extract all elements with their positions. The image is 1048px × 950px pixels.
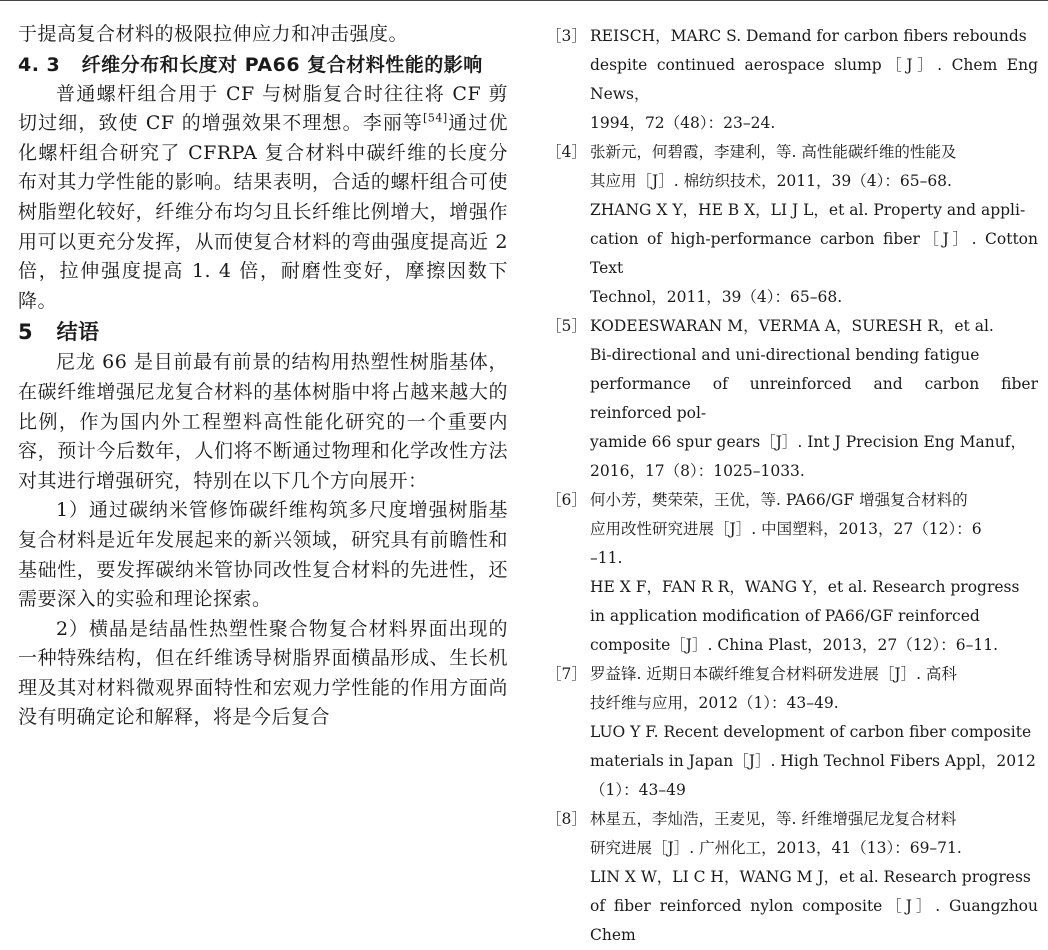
reference-line: 研究进展［J］. 广州化工，2013，41（13）：69–71. — [590, 839, 962, 857]
reference-number: ［8］ — [546, 810, 587, 828]
reference-body — [590, 312, 1038, 486]
reference-number: ［7］ — [546, 665, 587, 683]
reference-line: 2016，17（8）：1025–1033. — [590, 462, 805, 480]
reference-line: KODEESWARAN M，VERMA A，SURESH R，et al. — [590, 317, 994, 335]
reference-line: –11. — [590, 549, 623, 567]
citation: [54] — [423, 111, 448, 125]
reference-line: 应用改性研究进展［J］. 中国塑料，2013，27（12）：6 — [590, 520, 982, 538]
reference-item — [546, 22, 1038, 138]
reference-line: LUO Y F. Recent development of carbon fiber composite — [590, 723, 1032, 741]
reference-line: performance of unreinforced and carbon fiber reinforced pol- — [590, 375, 1038, 422]
reference-line: ZHANG X Y，HE B X，LI J L，et al. Property and appli- — [590, 201, 1026, 219]
reference-number: ［3］ — [546, 27, 587, 45]
reference-item — [546, 138, 1038, 312]
reference-line: REISCH，MARC S. Demand for carbon fibers rebounds — [590, 27, 1027, 45]
reference-line: Bi-directional and uni-directional bending fatigue — [590, 346, 980, 364]
reference-body — [590, 138, 1038, 312]
reference-number: ［6］ — [546, 491, 587, 509]
paragraph-item-1: 1）通过碳纳米管修饰碳纤维构筑多尺度增强树脂基复合材料是近年发展起来的新兴领域，研究具有前瞻性和基础性，要发挥碳纳米管协同改性复合材料的先进性，还需要深入的实验和理论探索。 — [18, 499, 508, 611]
reference-line: 技纤维与应用，2012（1）：43–49. — [590, 694, 839, 712]
reference-list — [546, 22, 1038, 950]
reference-line: 罗益锋. 近期日本碳纤维复合材料研发进展［J］. 高科 — [590, 665, 957, 683]
reference-line: Technol，2011，39（4）：65–68. — [590, 288, 843, 306]
section-title: 纤维分布和长度对 PA66 复合材料性能的影响 — [81, 53, 483, 76]
section-number: 5 — [18, 320, 34, 345]
reference-item — [546, 660, 1038, 805]
top-rule — [0, 0, 1048, 1]
paragraph-item-2: 2）横晶是结晶性热塑性聚合物复合材料界面出现的一种特殊结构，但在纤维诱导树脂界面横晶形成、生长机理及其对材料微观界面特性和宏观力学性能的作用方面尚没有明确定论和解释，将是今后复合 — [18, 617, 508, 729]
reference-line: （1）：43–49 — [590, 781, 686, 799]
paragraph-conclusion: 尼龙 66 是目前最有前景的结构用热塑性树脂基体，在碳纤维增强尼龙复合材料的基体树脂中将占越来越大的比例，作为国内外工程塑料高性能化研究的一个重要内容，预计今后数年，人们将不断通过物理和化学改性方法对其进行增强研究，特别在以下几个方向展开： — [18, 351, 508, 492]
section-heading-5 — [18, 316, 508, 348]
paragraph-continuation: 于提高复合材料的极限拉伸应力和冲击强度。 — [18, 23, 409, 45]
reference-line: LIN X W，LI C H，WANG M J，et al. Research progress — [590, 868, 1031, 886]
reference-line: HE X F，FAN R R，WANG Y，et al. Research progress — [590, 578, 1020, 596]
reference-line: materials in Japan［J］. High Technol Fibers Appl，2012 — [590, 752, 1036, 770]
reference-line: cation of high-performance carbon fiber［J］. Cotton Text — [590, 230, 1038, 277]
reference-line: 其应用［J］. 棉纺织技术，2011，39（4）：65–68. — [590, 172, 952, 190]
paragraph-text: 通过优化螺杆组合研究了 CFRPA 复合材料中碳纤维的长度分布对其力学性能的影响。结果表明，合适的螺杆组合可使树脂塑化较好，纤维分布均匀且长纤维比例增大，增强作用可以更充分发挥，从而使复合材料的弯曲强度提高近 2 倍，拉伸强度提高 1. 4 倍，耐磨性变好，摩擦因数下降。 — [18, 112, 508, 312]
reference-line: in application modification of PA66/GF reinforced — [590, 607, 980, 625]
reference-line: yamide 66 spur gears［J］. Int J Precision Eng Manuf， — [590, 433, 1026, 451]
reference-item — [546, 312, 1038, 486]
reference-line: 何小芳，樊荣荣，王优，等. PA66/GF 增强复合材料的 — [590, 491, 968, 509]
reference-line: 1994，72（48）：23–24. — [590, 114, 776, 132]
reference-item — [546, 486, 1038, 660]
reference-body — [590, 805, 1038, 950]
reference-body — [590, 22, 1038, 138]
reference-line: of fiber reinforced nylon composite［J］. Guangzhou Chem — [590, 897, 1038, 944]
reference-line: 张新元，何碧霞，李建利，等. 高性能碳纤维的性能及 — [590, 143, 957, 161]
section-heading-4-3 — [18, 50, 508, 80]
section-title: 结语 — [56, 320, 100, 345]
paragraph-text: 普通螺杆组合用于 CF 与树脂复合时往往将 CF 剪切过细，致使 CF 的增强效果不理想。李丽等 — [18, 82, 508, 135]
reference-number: ［5］ — [546, 317, 587, 335]
paragraph-screw — [18, 80, 508, 317]
reference-body — [590, 660, 1038, 805]
reference-item — [546, 805, 1038, 950]
left-column — [18, 20, 508, 733]
reference-line: composite［J］. China Plast，2013，27（12）：6–11. — [590, 636, 999, 654]
reference-body — [590, 486, 1038, 660]
reference-line: despite continued aerospace slump［J］. Chem Eng News， — [590, 56, 1038, 103]
reference-number: ［4］ — [546, 143, 587, 161]
section-number: 4. 3 — [18, 53, 61, 76]
reference-line: 林星五，李灿浩，王麦见，等. 纤维增强尼龙复合材料 — [590, 810, 957, 828]
